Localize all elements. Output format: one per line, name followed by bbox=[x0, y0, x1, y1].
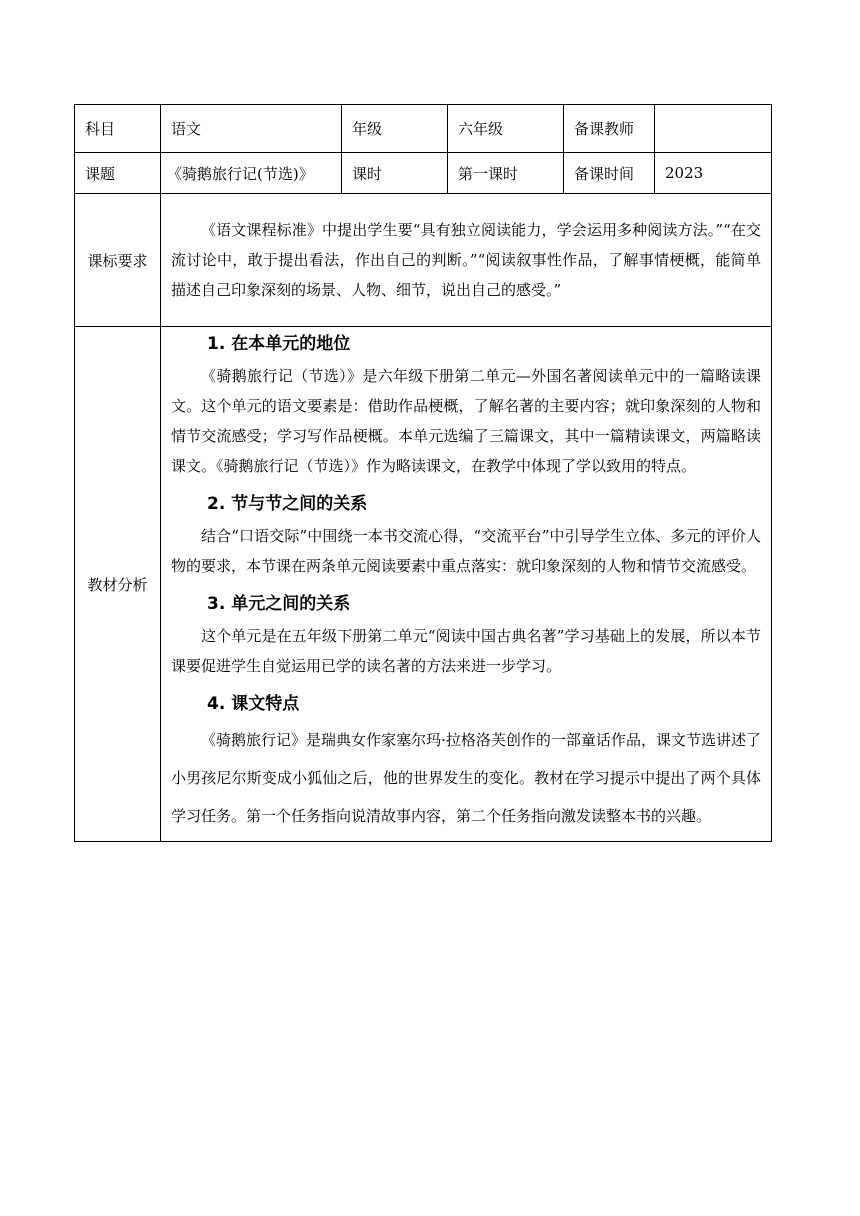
analysis-row bbox=[75, 327, 772, 842]
analysis-cell bbox=[161, 327, 772, 842]
subject-value: 语文 bbox=[161, 105, 342, 153]
subject-label: 科目 bbox=[75, 105, 161, 153]
standard-label: 课标要求 bbox=[75, 194, 161, 327]
standard-text: 《语文课程标准》中提出学生要“具有独立阅读能力，学会运用多种阅读方法。”“在交流讨论中，敢于提出看法，作出自己的判断。”“阅读叙事性作品，了解事情梗概，能简单描述自己印象深刻的场景、人物、细节，说出自己的感受。” bbox=[171, 221, 761, 299]
prep-time-value: 2023 bbox=[655, 153, 772, 194]
topic-label: 课题 bbox=[75, 153, 161, 194]
standard-row bbox=[75, 194, 772, 327]
teacher-value bbox=[655, 105, 772, 153]
grade-label: 年级 bbox=[342, 105, 448, 153]
analysis-label: 教材分析 bbox=[75, 327, 161, 842]
section-2-heading: 2. 节与节之间的关系 bbox=[207, 494, 368, 514]
teacher-label: 备课教师 bbox=[564, 105, 655, 153]
section-3-text: 这个单元是在五年级下册第二单元“阅读中国古典名著”学习基础上的发展，所以本节课要促进学生自觉运用已学的读名著的方法来进一步学习。 bbox=[171, 627, 761, 675]
section-4-heading: 4. 课文特点 bbox=[207, 694, 300, 714]
section-2-text: 结合“口语交际”中围绕一本书交流心得，“交流平台”中引导学生立体、多元的评价人物的要求，本节课在两条单元阅读要素中重点落实：就印象深刻的人物和情节交流感受。 bbox=[171, 527, 761, 575]
topic-value: 《骑鹅旅行记(节选)》 bbox=[161, 153, 342, 194]
period-value: 第一课时 bbox=[448, 153, 564, 194]
section-1-text: 《骑鹅旅行记（节选）》是六年级下册第二单元—外国名著阅读单元中的一篇略读课文。这个单元的语文要素是：借助作品梗概，了解名著的主要内容；就印象深刻的人物和情节交流感受；学习写作品梗概。本单元选编了三篇课文，其中一篇精读课文，两篇略读课文。《骑鹅旅行记（节选）》作为略读课文，在教学中体现了学以致用的特点。 bbox=[171, 367, 761, 475]
standard-cell bbox=[161, 194, 772, 327]
section-1-heading: 1. 在本单元的地位 bbox=[207, 334, 351, 354]
header-row-2 bbox=[75, 153, 772, 194]
grade-value: 六年级 bbox=[448, 105, 564, 153]
section-3-heading: 3. 单元之间的关系 bbox=[207, 594, 351, 614]
prep-time-label: 备课时间 bbox=[564, 153, 655, 194]
lesson-plan-table bbox=[74, 104, 772, 842]
period-label: 课时 bbox=[342, 153, 448, 194]
section-4-text: 《骑鹅旅行记》是瑞典女作家塞尔玛·拉格洛芙创作的一部童话作品，课文节选讲述了小男孩尼尔斯变成小狐仙之后，他的世界发生的变化。教材在学习提示中提出了两个具体学习任务。第一个任务指向说清故事内容，第二个任务指向激发读整本书的兴趣。 bbox=[171, 731, 761, 825]
header-row-1 bbox=[75, 105, 772, 153]
